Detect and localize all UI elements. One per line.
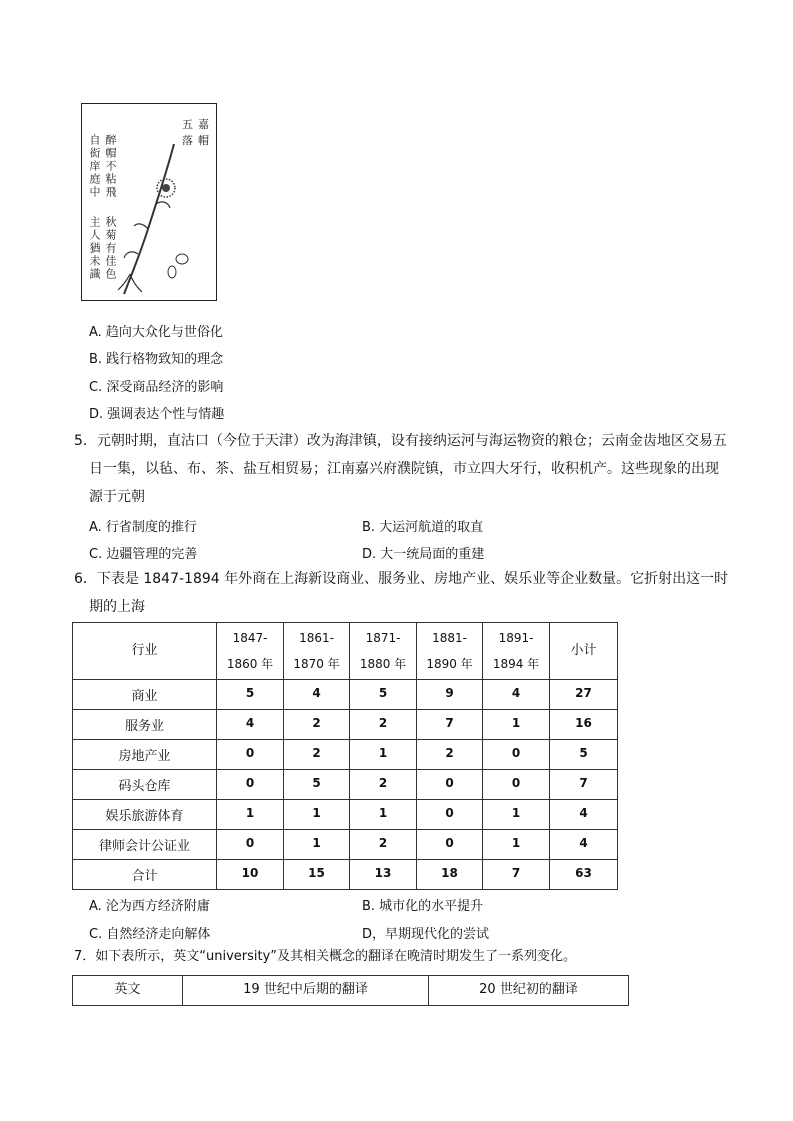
- q6-data-table: [72, 622, 618, 890]
- row-label: 合计: [73, 860, 217, 890]
- row-label: 商业: [73, 680, 217, 710]
- row-label: 律师会计公证业: [73, 830, 217, 860]
- q5-option-d: D. 大一统局面的重建: [362, 547, 485, 562]
- q7-header-19c: 19 世纪中后期的翻译: [183, 976, 429, 1006]
- painting-title: 五嘉落帽: [182, 118, 214, 147]
- header-period-2: 1861- 1870 年: [284, 623, 350, 680]
- row-label: 娱乐旅游体育: [73, 800, 217, 830]
- row-label: 房地产业: [73, 740, 217, 770]
- header-period-4: 1881- 1890 年: [417, 623, 483, 680]
- q4-option-c: C. 深受商品经济的影响: [89, 380, 224, 395]
- q7-translation-table: [72, 975, 629, 1006]
- chrysanthemum-drawing: [82, 104, 218, 302]
- table-row-total: 合计 10 15 13 18 7 63: [73, 860, 618, 890]
- q4-option-d: D. 强调表达个性与情趣: [89, 407, 225, 422]
- q5-line2: 日一集，以毡、布、茶、盐互相贸易；江南嘉兴府濮院镇，市立四大牙行，收积机产。这些现象的出现: [89, 461, 719, 477]
- q6-option-c: C. 自然经济走向解体: [89, 927, 211, 942]
- header-period-1: 1847- 1860 年: [217, 623, 284, 680]
- header-subtotal: 小计: [550, 623, 618, 680]
- q6-option-a: A. 沦为西方经济附庸: [89, 899, 210, 914]
- painting-poem-col3: 自衒庠庭中: [88, 134, 101, 199]
- q6-option-d: D，早期现代化的尝试: [362, 927, 490, 942]
- q5-option-c: C. 边疆管理的完善: [89, 547, 198, 562]
- q4-option-b: B. 践行格物致知的理念: [89, 352, 224, 367]
- q6-line1: 6．下表是 1847-1894 年外商在上海新设商业、服务业、房地产业、娱乐业等企业数量。它折射出这一时: [74, 571, 729, 587]
- painting-poem-col4: 主人猶未識: [88, 216, 101, 281]
- q5-option-a: A. 行省制度的推行: [89, 520, 197, 535]
- table-row: 律师会计公证业 0 1 2 0 1 4: [73, 830, 618, 860]
- header-period-3: 1871- 1880 年: [350, 623, 417, 680]
- table-row: 服务业 4 2 2 7 1 16: [73, 710, 618, 740]
- row-label: 服务业: [73, 710, 217, 740]
- header-industry: 行业: [73, 623, 217, 680]
- q7-header-20c: 20 世纪初的翻译: [429, 976, 629, 1006]
- q5-option-b: B. 大运河航道的取直: [362, 520, 484, 535]
- q7-header-english: 英文: [73, 976, 183, 1006]
- painting-figure: [81, 103, 217, 301]
- table-row: 码头仓库 0 5 2 0 0 7: [73, 770, 618, 800]
- q5-line3: 源于元朝: [89, 489, 145, 505]
- header-period-5: 1891- 1894 年: [483, 623, 550, 680]
- q6-option-b: B. 城市化的水平提升: [362, 899, 484, 914]
- q4-option-a: A. 趋向大众化与世俗化: [89, 325, 223, 340]
- row-label: 码头仓库: [73, 770, 217, 800]
- table-row: 商业 5 4 5 9 4 27: [73, 680, 618, 710]
- painting-poem-col2b: 秋菊有佳色: [104, 216, 117, 281]
- q6-line2: 期的上海: [89, 599, 145, 615]
- q7-line1: 7．如下表所示，英文“university”及其相关概念的翻译在晚清时期发生了一系列变化。: [74, 949, 577, 964]
- painting-poem-col1: 醉帽不粘飛: [104, 134, 117, 199]
- table-row: 房地产业 0 2 1 2 0 5: [73, 740, 618, 770]
- table-row: 娱乐旅游体育 1 1 1 0 1 4: [73, 800, 618, 830]
- q5-line1: 5．元朝时期，直沽口（今位于天津）改为海津镇，设有接纳运河与海运物资的粮仓；云南金齿地区交易五: [74, 433, 727, 449]
